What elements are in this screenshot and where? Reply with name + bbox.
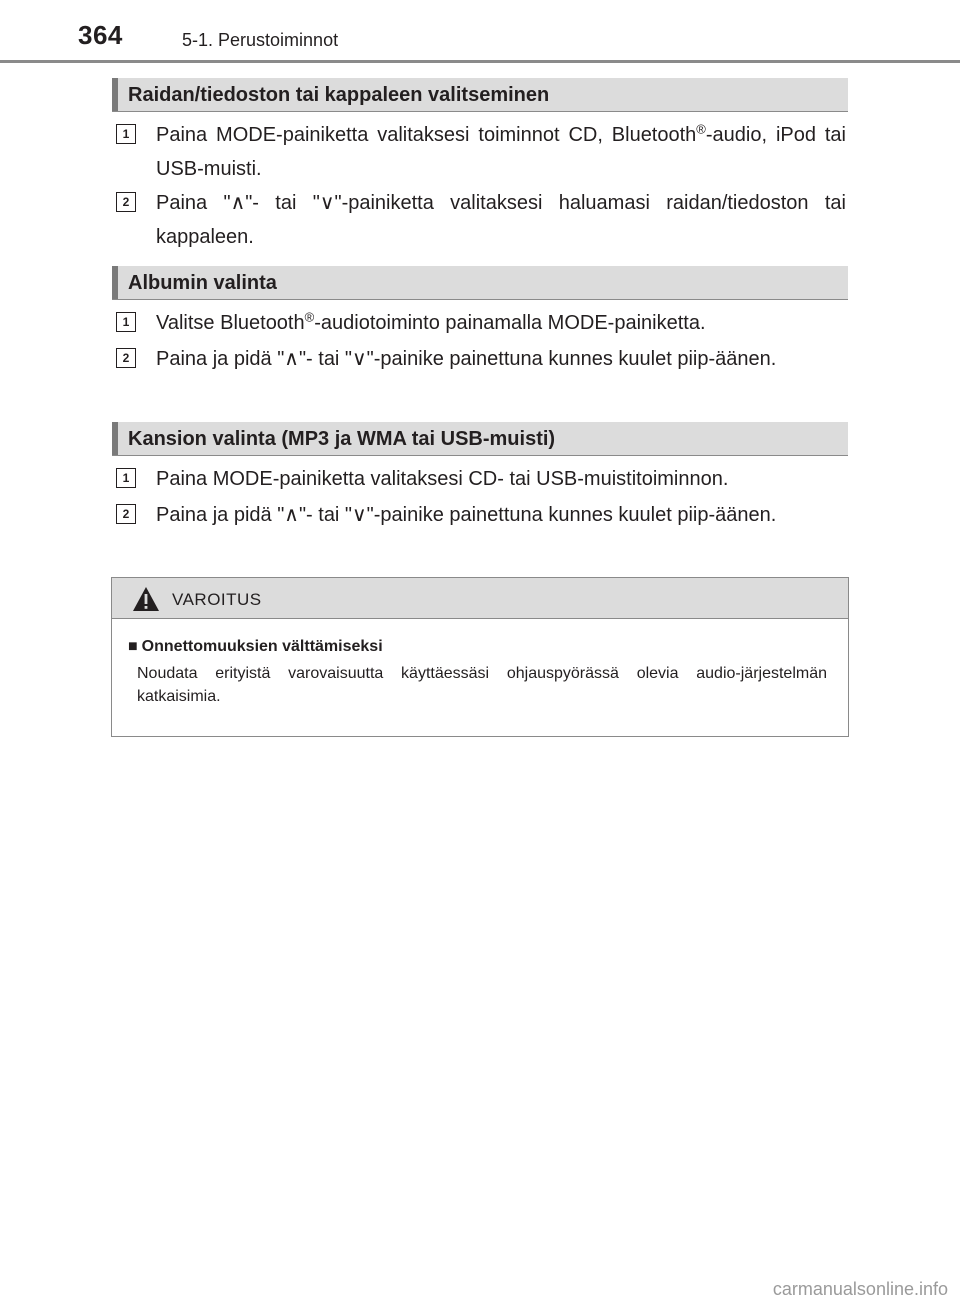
footer-watermark: carmanualsonline.info: [772, 1279, 948, 1299]
heading-bar: [112, 422, 118, 455]
step-text: Paina MODE-painiketta valitaksesi toiminnot CD, Bluetooth®-audio, iPod tai USB-muisti.: [156, 121, 846, 180]
section-heading-folder-select: [112, 422, 848, 456]
step-text: Paina ja pidä "∧"- tai "∨"-painike painettuna kunnes kuulet piip-äänen.: [156, 504, 777, 526]
step-number: 1: [116, 468, 136, 488]
step-text: Paina ja pidä "∧"- tai "∨"-painike painettuna kunnes kuulet piip-äänen.: [156, 348, 777, 370]
page-header: [0, 0, 960, 64]
heading-bar: [112, 266, 118, 299]
step-text: Valitse Bluetooth®-audiotoiminto painamalla MODE-painiketta.: [156, 309, 706, 334]
section-title: Kansion valinta (MP3 ja WMA tai USB-muisti): [128, 428, 556, 450]
warning-subheading: ■ Onnettomuuksien välttämiseksi: [128, 638, 383, 655]
section-title: Albumin valinta: [128, 272, 277, 294]
section-title: Raidan/tiedoston tai kappaleen valitseminen: [128, 84, 550, 106]
warning-triangle-icon: [132, 586, 160, 612]
warning-body: Noudata erityistä varovaisuutta käyttäessäsi ohjauspyörässä olevia audio-järjestelmän katkaisimia.: [137, 665, 827, 705]
step-number: 2: [116, 504, 136, 524]
step-number: 1: [116, 124, 136, 144]
heading-bar: [112, 78, 118, 111]
section-heading-track-select: [112, 78, 848, 112]
bullet-square-icon: ■: [128, 638, 138, 655]
chapter-title: 5-1. Perustoiminnot: [182, 30, 339, 50]
warning-label: VAROITUS: [172, 590, 262, 609]
step-text: Paina MODE-painiketta valitaksesi CD- tai USB-muistitoiminnon.: [156, 468, 729, 490]
warning-box: [111, 577, 849, 737]
step-number: 2: [116, 348, 136, 368]
warning-header: [112, 578, 848, 619]
step-number: 1: [116, 312, 136, 332]
header-rule: [0, 60, 960, 63]
page-number: 364: [78, 20, 123, 50]
step-number: 2: [116, 192, 136, 212]
step-text: Paina "∧"- tai "∨"-painiketta valitaksesi haluamasi raidan/tiedoston tai kappaleen.: [156, 192, 846, 248]
section-heading-album-select: [112, 266, 848, 300]
